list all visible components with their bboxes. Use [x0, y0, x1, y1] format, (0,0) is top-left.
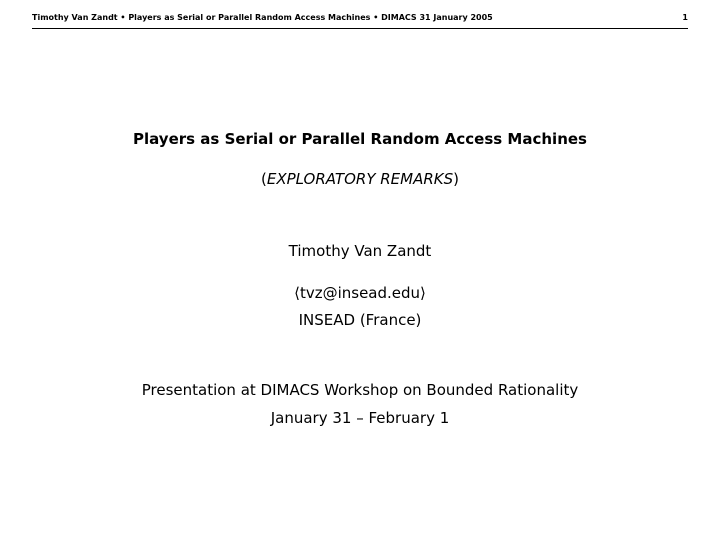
subtitle-open-paren: ( [260, 170, 267, 188]
subtitle-close-paren: ) [453, 170, 460, 188]
running-header-text: Timothy Van Zandt • Players as Serial or Parallel Random Access Machines • DIMACS 31 January 2005 [32, 13, 493, 22]
presentation-venue: Presentation at DIMACS Workshop on Bounded Rationality [141, 381, 579, 399]
page-number: 1 [682, 13, 688, 22]
author-affiliation: INSEAD (France) [298, 311, 422, 329]
paper-title: Players as Serial or Parallel Random Access Machines [133, 130, 587, 148]
author-email: ⟨tvz@insead.edu⟩ [294, 284, 426, 302]
running-header [32, 8, 688, 29]
paper-subtitle [0, 169, 720, 189]
presentation-dates: January 31 – February 1 [270, 409, 450, 427]
author-name: Timothy Van Zandt [288, 242, 432, 260]
subtitle-text: EXPLORATORY REMARKS [266, 170, 454, 188]
